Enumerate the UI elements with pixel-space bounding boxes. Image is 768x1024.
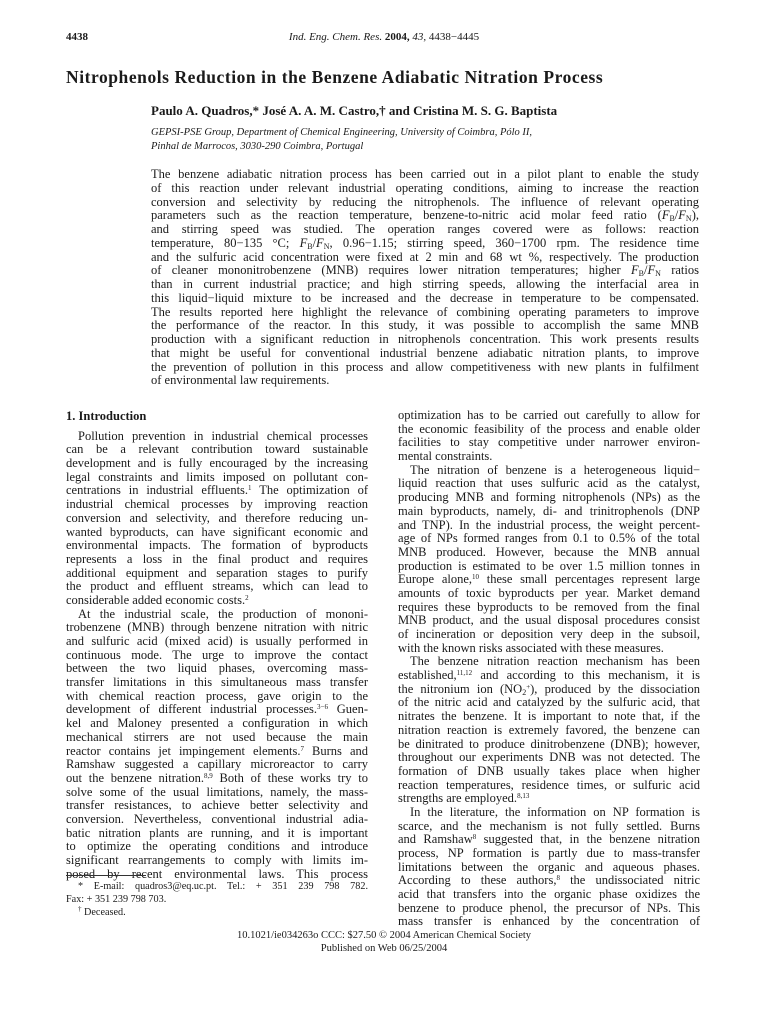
body-line: reactor contains jet impingement elements.$^7$ Burns and (66, 743, 369, 758)
body-line: benzene to produce phenol, the precursor of NPs. This (398, 900, 700, 915)
body-line: between the two liquid phases, overcoming mass- (66, 661, 368, 676)
abstract-line: the performance of the reactor. In this study, it was possible to accomplish the same MNB (151, 318, 699, 333)
body-line: represents a loss in the final product and requires (66, 551, 368, 566)
body-line: can be a relevant contribution toward sustainable (66, 442, 368, 457)
body-line: of the nitric acid and catalyzed by the sulfuric acid, that (398, 695, 700, 710)
body-line: and TNP). In the industrial process, the weight percent- (398, 517, 700, 532)
body-line: the nitronium ion $(NO_2^+)$, produced by the dissociation (398, 681, 700, 697)
abstract-line: conversion and selectivity by reducing the nitrophenols. The influence of relevant operating (151, 194, 699, 209)
body-line: production is estimated to be over 1.5 million tonnes in (398, 558, 700, 573)
body-line: process, NP formation is partly due to mass-transfer (398, 846, 700, 860)
body-line: environmental impacts. The formation of byproducts (66, 538, 368, 553)
body-line: transfer limitations in this simultaneous mass transfer (66, 675, 368, 690)
body-line: producing MNB and forming nitrophenols (NPs) as the (398, 490, 700, 505)
body-line: significant rearrangements to comply with limits im- (66, 853, 368, 867)
right-column (398, 409, 700, 929)
abstract-line: The results reported here highlight the relevance of combining operating parameters to improve (151, 304, 699, 319)
abstract-line: this liquid−liquid mixture to be increased and the decrease in temperature to be compensated. (151, 290, 699, 305)
footnote-line: † Deceased. (78, 904, 126, 918)
journal-year: 2004, (384, 31, 410, 43)
abstract-line: and the sulfuric acid concentration were fixed at 2 min and 68 wt %, respectively. The production (151, 249, 699, 264)
body-line: additional equipment and separation stages to purify (66, 565, 368, 580)
body-line: the economic feasibility of the process and enable older (398, 421, 700, 436)
abstract-line: the prevention of pollution in this process and allow competitiveness with new plants in fulfilment (151, 359, 699, 374)
abstract-line: production with a significant reduction in nitrophenols concentration. This work presents results (151, 332, 699, 346)
body-line: with the known risks associated with these measures. (398, 640, 664, 655)
body-line: liquid reaction that uses sulfuric acid as the catalyst, (398, 476, 700, 491)
body-line: conversion and selectivity, and therefore reducing un- (66, 510, 368, 525)
body-line: mechanical stirrers are not used because the main (66, 729, 368, 744)
body-line: legal constraints and limits imposed on pollutant con- (66, 469, 368, 484)
abstract-line: of cleaner mononitrobenzene (MNB) requires lower nitration temperatures; higher $F_B/F_N$ ratios (151, 263, 699, 279)
body-line: MNB produced. However, because the MNB annual (398, 544, 700, 559)
body-line: continuous mode. The urge to improve the contact (66, 647, 368, 662)
journal-pages: 4438−4445 (428, 31, 480, 43)
body-line: solve some of the usual limitations, namely, the mass- (66, 784, 368, 799)
body-line: Europe alone,$^{10}$ these small percentages represent large (398, 572, 700, 587)
body-line: According to these authors,$^8$ the undissociated nitric (398, 873, 700, 888)
body-line: scarce, and the mechanism is not fully settled. Burns (398, 818, 700, 833)
body-line: and sulfuric acid (mixed acid) is usually performed in (66, 634, 368, 648)
page-number: 4438 (66, 31, 88, 43)
body-line: The nitration of benzene is a heterogeneous liquid− (410, 462, 700, 477)
body-line: strengths are employed.$^{8,13}$ (398, 791, 530, 806)
body-line: main byproducts, namely, di- and trinitrophenols (DNP (398, 503, 700, 518)
body-line: limitations between the organic and aqueous phases. (398, 859, 700, 874)
body-line: industrial chemical processes by improving reaction (66, 497, 368, 512)
abstract-line: parameters such as the reaction temperature, benzene-to-nitric acid molar feed ratio $(F_B/F_N)$, (151, 208, 699, 224)
body-line: Ramshaw suggested a capillary microreactor to carry (66, 757, 368, 772)
abstract-line: of this reaction under relevant industrial operating conditions, aiming to increase the reaction (151, 180, 699, 195)
doi-line: 10.1021/ie034263o CCC: $27.50 © 2004 American Chemical Society (236, 930, 532, 941)
author-list: Paulo A. Quadros,* José A. A. M. Castro,† and Cristina M. S. G. Baptista (151, 103, 558, 118)
body-line: mass transfer is enhanced by the concentration of (398, 914, 700, 929)
abstract-line: of environmental law requirements. (151, 373, 330, 388)
body-line: conversion. Nevertheless, conventional industrial adia- (66, 811, 368, 826)
body-line: requires these byproducts to be removed from the final (398, 599, 700, 614)
body-line: centrations in industrial effluents.$^1$ The optimization of (66, 483, 368, 498)
page-footer (0, 929, 768, 955)
body-line: to optimize the operating conditions and introduce (66, 839, 368, 854)
body-line: trobenzene (MNB) through benzene nitration with nitric (66, 620, 368, 635)
abstract (151, 168, 699, 388)
body-line: out the benzene nitration.$^{8,9}$ Both of these works try to (66, 770, 368, 785)
body-line: development of different industrial processes.$^{3-6}$ Guen- (66, 702, 368, 717)
body-line: MNB product, and the usual disposal procedures consist (398, 613, 700, 628)
body-line: kel and Maloney presented a configuration in which (66, 716, 368, 731)
abstract-line: that might be useful for conventional industrial benzene adiabatic nitration plants, to improve (151, 345, 699, 360)
abstract-line: temperature, 80−135 °C; $F_B/F_N$, 0.96−1.15; stirring speed, 360−1700 rpm. The residence time (151, 235, 699, 251)
body-line: be dinitrated to produce dinitrobenzene (DNB); however, (398, 736, 700, 751)
paper-title: Nitrophenols Reduction in the Benzene Adiabatic Nitration Process (66, 67, 604, 87)
body-line: batic nitration plants are running, and it is important (66, 825, 368, 840)
affiliation (151, 126, 532, 154)
body-line: formation of DNB usually takes place when higher (398, 763, 700, 778)
body-line: development and is fully encouraged by the increasing (66, 456, 368, 471)
affiliation-line: GEPSI-PSE Group, Department of Chemical Engineering, University of Coimbra, Pólo II, (151, 127, 533, 138)
body-line: and Ramshaw$^8$ suggested that, in the benzene nitration (398, 832, 700, 847)
abstract-line: and stirring speed was studied. The operation ranges covered were as follows: reaction (151, 222, 699, 236)
abstract-line: The benzene adiabatic nitration process has been carried out in a pilot plant to enable the study (151, 167, 699, 181)
body-line: optimization has to be carried out carefully to allow for (398, 408, 700, 422)
section-heading: 1. Introduction (66, 409, 147, 423)
body-line: facilities to stay competitive under narrower environ- (398, 435, 700, 450)
body-line: nitrates the benzene. It is important to note that, if the (398, 709, 700, 724)
footnote-line: * E-mail: quadros3@eq.uc.pt. Tel.: + 351 239 798 782. (78, 881, 368, 892)
body-line: throughout our experiments DNB was not detected. The (398, 750, 700, 765)
body-line: established,$^{11,12}$ and according to this mechanism, it is (398, 668, 700, 683)
abstract-line: than in current industrial practice; and high stirring speeds, allowing the interfacial area in (151, 277, 699, 291)
running-head (0, 31, 768, 43)
journal-volume: 43, (412, 31, 427, 43)
body-line: acid that transfers into the organic phase oxidizes the (398, 887, 700, 902)
body-line: Pollution prevention in industrial chemical processes (78, 428, 368, 443)
body-line: reaction temperatures, residence times, or sulfuric acid (398, 777, 700, 792)
footnotes (66, 881, 368, 919)
body-line: posed by recent environmental laws. This process (66, 866, 368, 881)
body-line: amounts of toxic byproducts per year. Market demand (398, 585, 700, 600)
published-date: Published on Web 06/25/2004 (320, 943, 448, 954)
left-column (66, 409, 368, 881)
body-line: The benzene nitration reaction mechanism has been (410, 654, 700, 669)
footnote-line: Fax: + 351 239 798 703. (66, 893, 167, 905)
body-line: with chemical reaction process, gave origin to the (66, 688, 368, 703)
journal-name: Ind. Eng. Chem. Res. (288, 31, 383, 43)
body-line: nitration reaction is extremely favored, the benzene can (398, 722, 700, 737)
body-line: mental constraints. (398, 449, 493, 464)
body-line: age of NPs formed ranges from 0.1 to 0.5% of the total (398, 531, 700, 546)
body-line: considerable added economic costs.$^2$ (66, 592, 249, 607)
footnote-rule (66, 875, 146, 876)
body-line: the product and effluent streams, which can lead to (66, 579, 368, 594)
body-line: of incineration or deposition very deep in the subsoil, (398, 627, 700, 641)
affiliation-line: Pinhal de Marrocos, 3030-290 Coimbra, Portugal (151, 141, 364, 152)
body-line: At the industrial scale, the production of mononi- (78, 606, 368, 621)
body-line: wanted byproducts, can have significant economic and (66, 524, 368, 539)
body-line: transfer resistances, to achieve better selectivity and (66, 798, 368, 813)
body-line: In the literature, the information on NP formation is (410, 804, 700, 819)
